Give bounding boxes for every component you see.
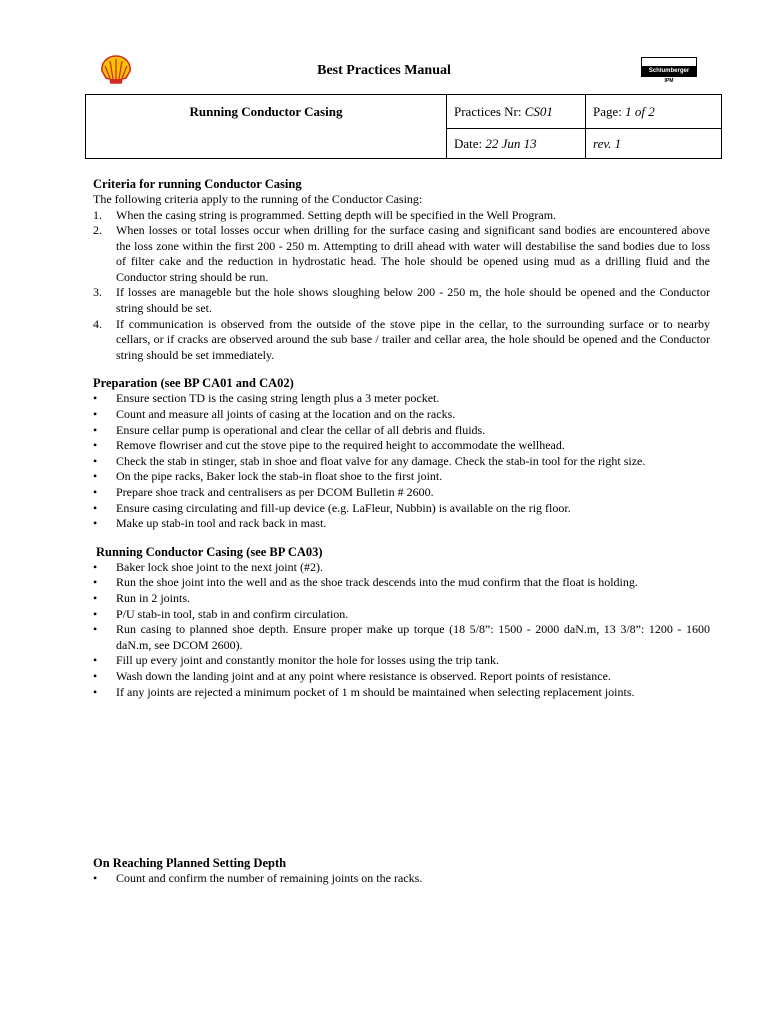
preparation-heading: Preparation (see BP CA01 and CA02) xyxy=(93,376,294,391)
criteria-item xyxy=(93,317,710,364)
reaching-item xyxy=(93,871,710,887)
running-item-text: P/U stab-in tool, stab in and confirm circulation. xyxy=(116,606,349,621)
criteria-item-text: When losses or total losses occur when drilling for the surface casing and significant sand bodies are encountered above the loss zone within the first 200 - 250 m. Attempting to drill ahead with water will destabilise the sand bodies due to loss of filter cake and the reduction in hydrostatic head. The hole should be opened using mud as a drilling fluid and the Conductor string should be run. xyxy=(116,223,710,284)
running-item-text: Run in 2 joints. xyxy=(116,590,191,605)
running-heading: Running Conductor Casing (see BP CA03) xyxy=(96,544,323,559)
running-item xyxy=(93,591,710,607)
criteria-item-number: 2. xyxy=(93,223,102,238)
criteria-item-text: If losses are manageble but the hole shows sloughing below 200 - 250 m, the hole should be opened and the Conductor string should be set. xyxy=(116,285,710,316)
preparation-item xyxy=(93,407,710,423)
running-item xyxy=(93,622,710,653)
bullet-icon: • xyxy=(93,653,98,668)
preparation-item-text: Check the stab in stinger, stab in shoe and float valve for any damage. Check the stab-in tool for the right size. xyxy=(116,453,646,468)
preparation-item xyxy=(93,423,710,439)
bullet-icon: • xyxy=(93,516,98,531)
running-item xyxy=(93,575,710,591)
running-item-text: Run casing to planned shoe depth. Ensure proper make up torque (18 5/8”: 1500 - 2000 daN.m, 13 3/8”: 1200 - 1600 daN.m, see DCOM 2600). xyxy=(116,622,710,652)
doc-title-text: Running Conductor Casing xyxy=(189,103,343,119)
doc-title xyxy=(86,95,447,159)
bullet-icon: • xyxy=(93,469,98,484)
rev-cell xyxy=(586,129,722,159)
rev-value: rev. 1 xyxy=(593,135,622,151)
criteria-item-number: 1. xyxy=(93,207,102,222)
preparation-item xyxy=(93,438,710,454)
bullet-icon: • xyxy=(93,871,98,886)
criteria-item-number: 4. xyxy=(93,316,102,331)
header-table xyxy=(85,94,722,159)
bullet-icon: • xyxy=(93,391,98,406)
bullet-icon: • xyxy=(93,559,98,574)
date-label: Date: xyxy=(454,135,483,151)
preparation-item-text: On the pipe racks, Baker lock the stab-in float shoe to the first joint. xyxy=(116,469,443,484)
schlumberger-logo-sub: IPM xyxy=(664,78,674,84)
practices-value: CS01 xyxy=(524,103,553,119)
page-cell xyxy=(586,95,722,129)
running-item xyxy=(93,669,710,685)
criteria-item xyxy=(93,223,710,285)
bullet-icon: • xyxy=(93,453,98,468)
preparation-item xyxy=(93,485,710,501)
criteria-item-text: When the casing string is programmed. Setting depth will be specified in the Well Program. xyxy=(116,207,557,222)
bullet-icon: • xyxy=(93,590,98,605)
running-item xyxy=(93,607,710,623)
preparation-item-text: Count and measure all joints of casing at the location and on the racks. xyxy=(116,407,456,422)
bullet-icon: • xyxy=(93,622,98,637)
document-body xyxy=(93,176,710,887)
bullet-icon: • xyxy=(93,500,98,515)
bullet-icon: • xyxy=(93,575,98,590)
bullet-icon: • xyxy=(93,684,98,699)
date-cell xyxy=(447,129,586,159)
manual-title: Best Practices Manual xyxy=(317,63,451,78)
preparation-item-text: Ensure cellar pump is operational and clear the cellar of all debris and fluids. xyxy=(116,422,486,437)
criteria-item xyxy=(93,208,710,224)
criteria-item-text: If communication is observed from the outside of the stove pipe in the cellar, to the surrounding surface or to nearby cellars, or if cracks are observed around the sub base / trailer and cellar area, the hole should be opened and the Conductor string should be set immediately. xyxy=(116,316,710,362)
bullet-icon: • xyxy=(93,422,98,437)
practices-label: Practices Nr: xyxy=(454,103,522,119)
preparation-item xyxy=(93,391,710,407)
preparation-item xyxy=(93,469,710,485)
practices-cell xyxy=(447,95,586,129)
schlumberger-logo-text: Schlumberger xyxy=(641,66,697,76)
running-item-text: Run the shoe joint into the well and as the shoe track descends into the mud confirm that the float is holding. xyxy=(116,575,638,590)
preparation-item-text: Ensure section TD is the casing string length plus a 3 meter pocket. xyxy=(116,391,440,406)
bullet-icon: • xyxy=(93,438,98,453)
running-item-text: If any joints are rejected a minimum pocket of 1 m should be maintained when selecting replacement joints. xyxy=(116,684,635,699)
preparation-item xyxy=(93,501,710,517)
running-item-text: Wash down the landing joint and at any point where resistance is observed. Report points of resistance. xyxy=(116,668,611,683)
reaching-item-text: Count and confirm the number of remaining joints on the racks. xyxy=(116,871,423,886)
running-item-text: Baker lock shoe joint to the next joint (#2). xyxy=(116,559,323,574)
criteria-intro: The following criteria apply to the running of the Conductor Casing: xyxy=(93,192,423,206)
date-value: 22 Jun 13 xyxy=(485,135,537,151)
running-item-text: Fill up every joint and constantly monitor the hole for losses using the trip tank. xyxy=(116,653,499,668)
bullet-icon: • xyxy=(93,485,98,499)
bullet-icon: • xyxy=(93,407,98,422)
page-value: 1 of 2 xyxy=(625,103,655,119)
preparation-item-text: Remove flowriser and cut the stove pipe to the required height to accommodate the wellhead. xyxy=(116,438,565,453)
running-item xyxy=(93,560,710,576)
bullet-icon: • xyxy=(93,606,98,621)
page-label: Page: xyxy=(593,103,622,119)
preparation-item-text: Prepare shoe track and centralisers as per DCOM Bulletin # 2600. xyxy=(116,485,434,499)
criteria-item-number: 3. xyxy=(93,285,102,300)
preparation-item xyxy=(93,454,710,470)
preparation-item-text: Ensure casing circulating and fill-up device (e.g. LaFleur, Nubbin) is available on the rig floor. xyxy=(116,500,571,515)
running-item xyxy=(93,653,710,669)
criteria-item xyxy=(93,285,710,316)
running-item xyxy=(93,685,710,701)
bullet-icon: • xyxy=(93,668,98,683)
preparation-item xyxy=(93,516,710,532)
preparation-item-text: Make up stab-in tool and rack back in mast. xyxy=(116,516,327,531)
criteria-heading: Criteria for running Conductor Casing xyxy=(93,177,302,191)
reaching-heading: On Reaching Planned Setting Depth xyxy=(93,856,287,871)
